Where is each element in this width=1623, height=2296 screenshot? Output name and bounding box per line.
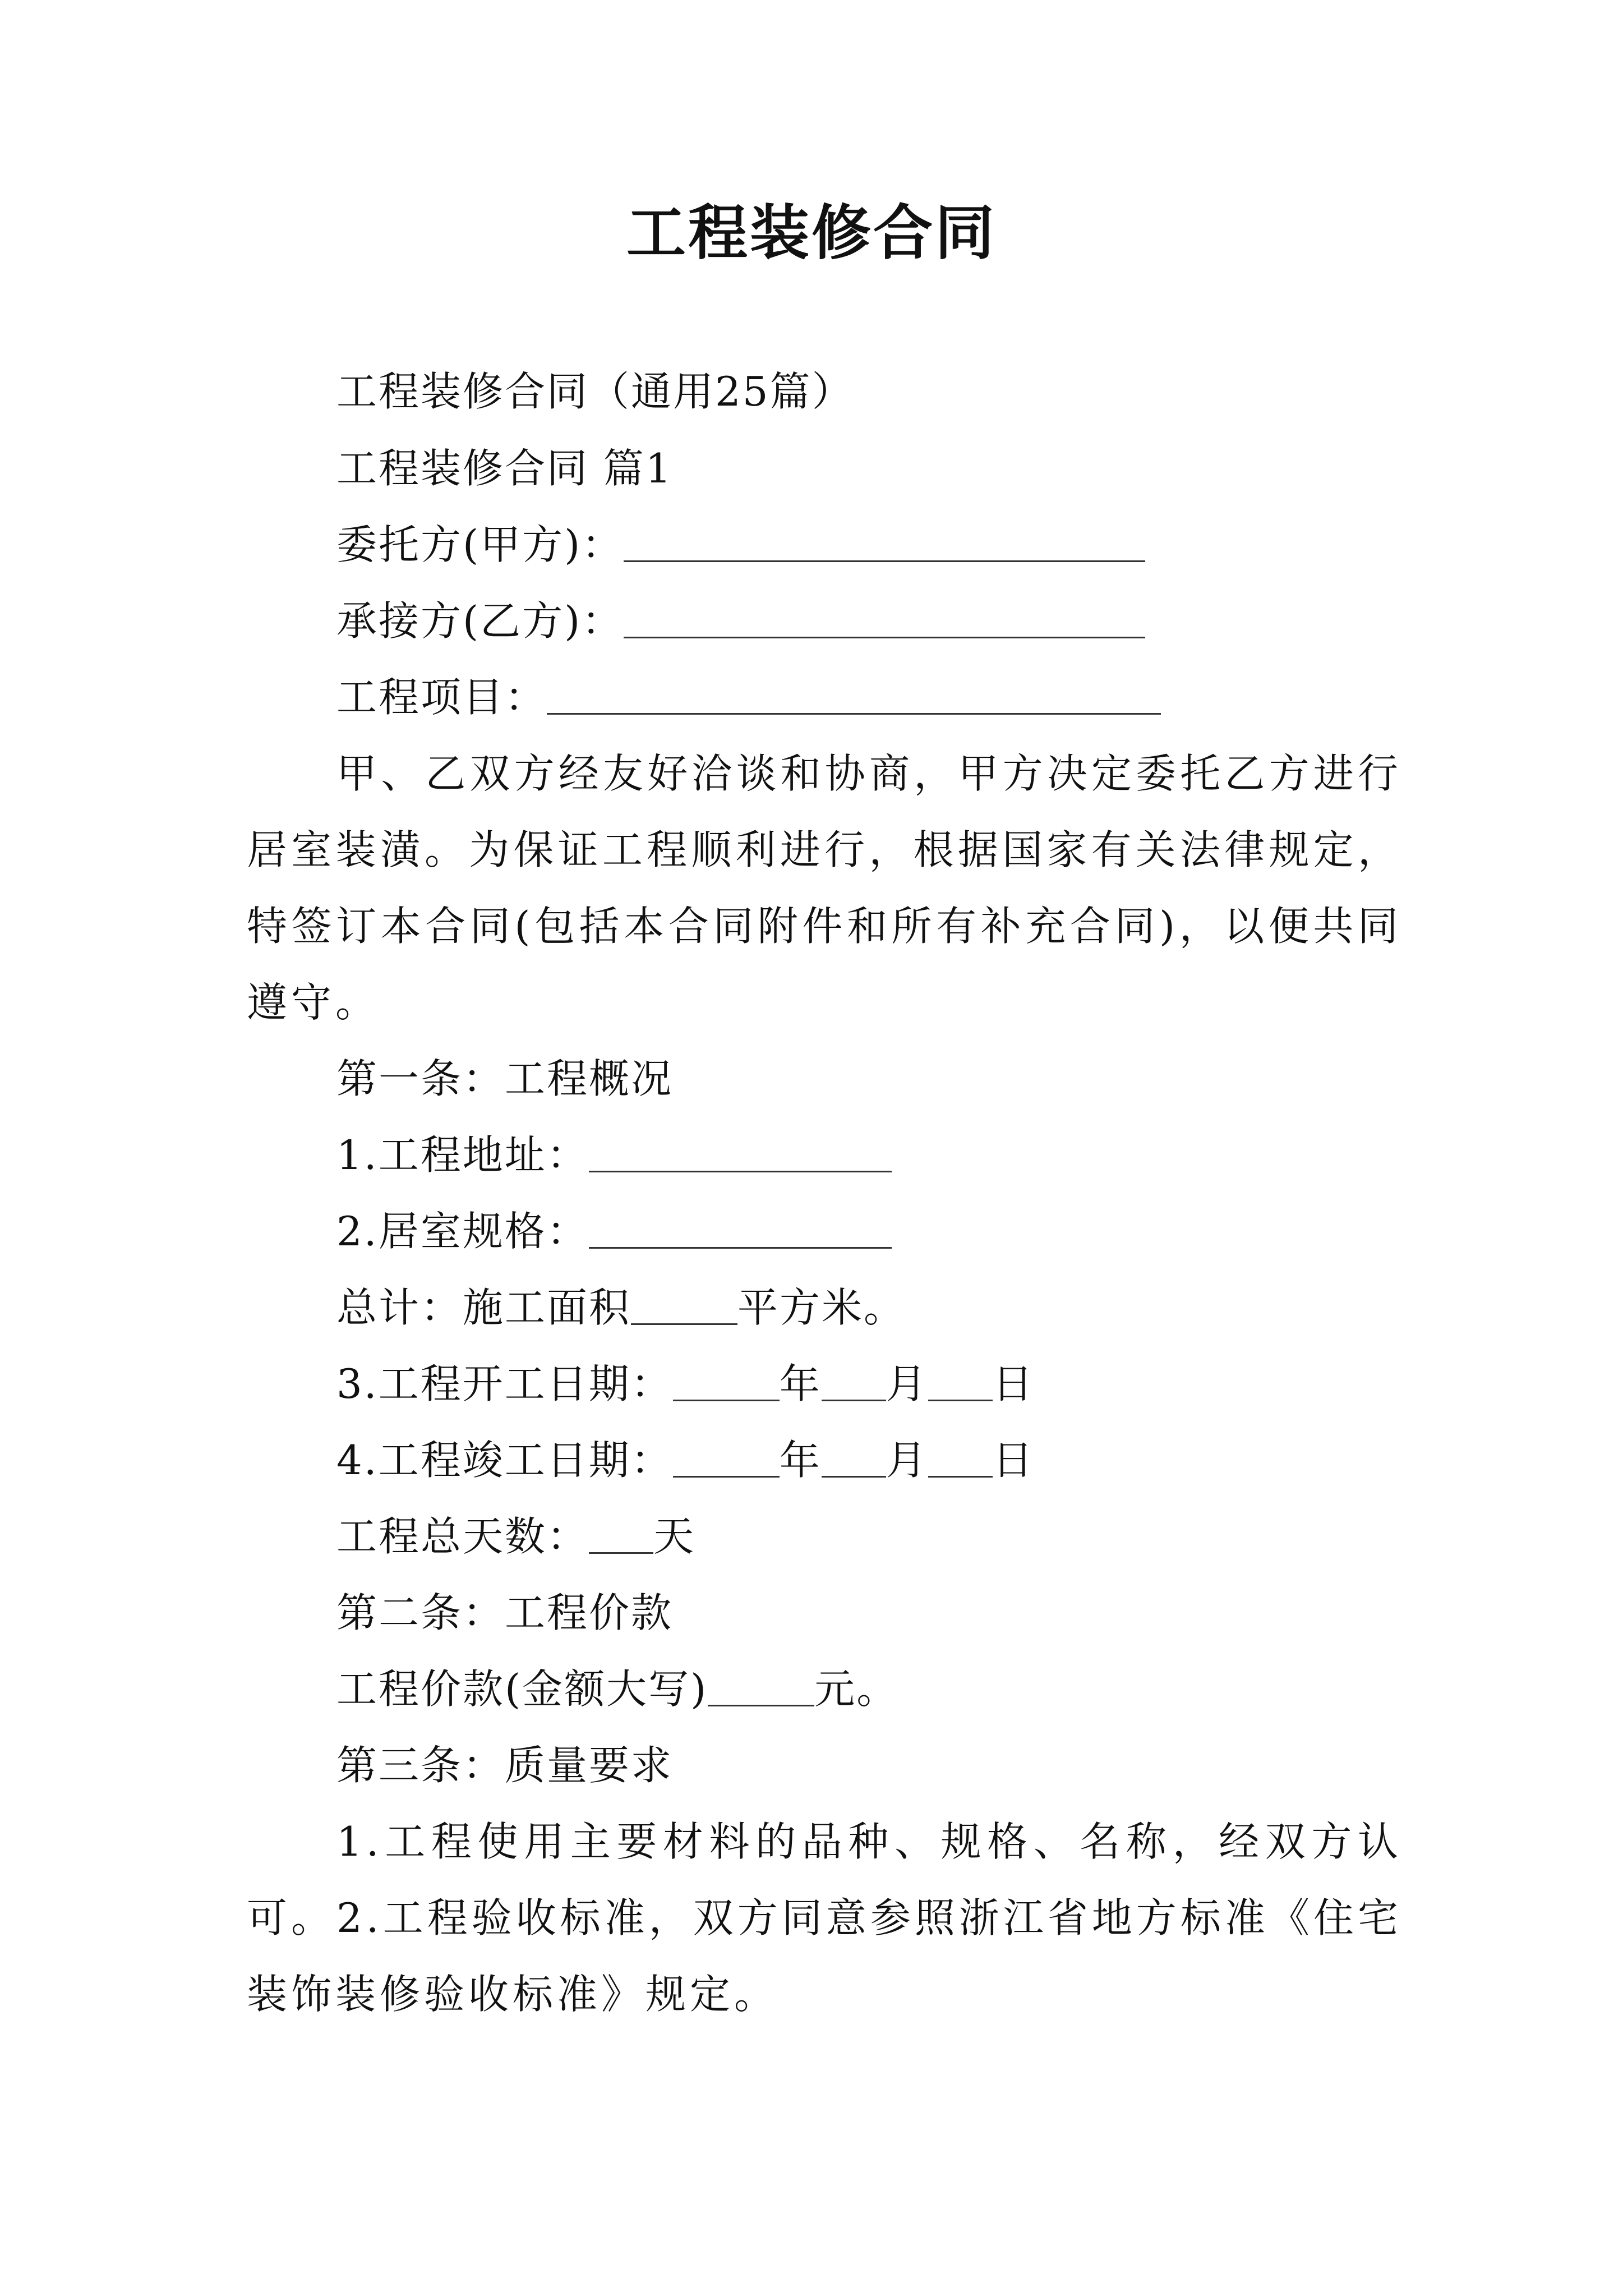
party-b-blank [624, 597, 1145, 638]
party-a-blank [624, 521, 1145, 562]
article2-heading: 第二条：工程价款 [336, 1589, 674, 1636]
end-month-blank [822, 1437, 886, 1478]
end-date-row [336, 1432, 1035, 1488]
price-suffix: 元。 [814, 1665, 899, 1713]
address-label: 1.工程地址： [336, 1131, 589, 1179]
start-day-char: 日 [992, 1360, 1035, 1407]
party-b-label: 承接方(乙方)： [336, 597, 624, 645]
section-heading: 工程装修合同 篇1 [336, 445, 673, 492]
document-subtitle: 工程装修合同（通用25篇） [336, 368, 854, 415]
address-blank [589, 1131, 892, 1172]
start-date-row [336, 1356, 1035, 1412]
start-month-blank [822, 1360, 886, 1401]
end-date-label: 4.工程竣工日期： [336, 1437, 673, 1484]
party-a-label: 委托方(甲方)： [336, 521, 624, 568]
start-day-blank [928, 1360, 993, 1401]
quality-item-2: 2.工程验收标准，双方同意参照浙江省地方标准《住宅装饰装修验收标准》规定。 [247, 1894, 1402, 2018]
total-days-row [336, 1508, 695, 1565]
price-prefix: 工程价款(金额大写) [336, 1665, 708, 1713]
start-date-label: 3.工程开工日期： [336, 1360, 673, 1407]
address-row [336, 1127, 892, 1183]
end-year-char: 年 [779, 1437, 822, 1484]
article1-heading: 第一条：工程概况 [336, 1055, 674, 1102]
end-day-char: 日 [992, 1437, 1035, 1484]
start-month-char: 月 [886, 1360, 928, 1407]
project-label: 工程项目： [336, 674, 547, 721]
quality-item-1: 1.工程使用主要材料的品种、规格、名称，经双方认可。 [247, 1818, 1402, 1941]
end-month-char: 月 [886, 1437, 928, 1484]
start-year-char: 年 [779, 1360, 822, 1407]
spec-label: 2.居室规格： [336, 1208, 589, 1255]
end-day-blank [928, 1437, 993, 1478]
party-a-row [336, 517, 1145, 573]
article3-heading: 第三条：质量要求 [336, 1742, 674, 1789]
start-year-blank [673, 1360, 780, 1401]
price-row [336, 1661, 898, 1717]
total-days-blank [589, 1513, 653, 1554]
party-b-row [336, 593, 1145, 649]
project-row [336, 669, 1161, 725]
project-blank [547, 674, 1161, 715]
total-days-suffix: 天 [653, 1513, 696, 1560]
area-row [336, 1280, 906, 1336]
total-days-label: 工程总天数： [336, 1513, 589, 1560]
area-blank [631, 1284, 737, 1325]
price-blank [708, 1665, 814, 1706]
document-title: 工程装修合同 [626, 197, 997, 268]
end-year-blank [673, 1437, 780, 1478]
area-prefix: 总计：施工面积 [336, 1284, 631, 1331]
area-suffix: 平方米。 [737, 1284, 906, 1331]
intro-paragraph: 甲、乙双方经友好洽谈和协商，甲方决定委托乙方进行居室装潢。为保证工程顺利进行，根据国家有关法律规定，特签订本合同(包括本合同附件和所有补充合同)，以便共同遵守。 [247, 750, 1402, 1026]
spec-blank [589, 1208, 892, 1249]
spec-row [336, 1203, 892, 1259]
